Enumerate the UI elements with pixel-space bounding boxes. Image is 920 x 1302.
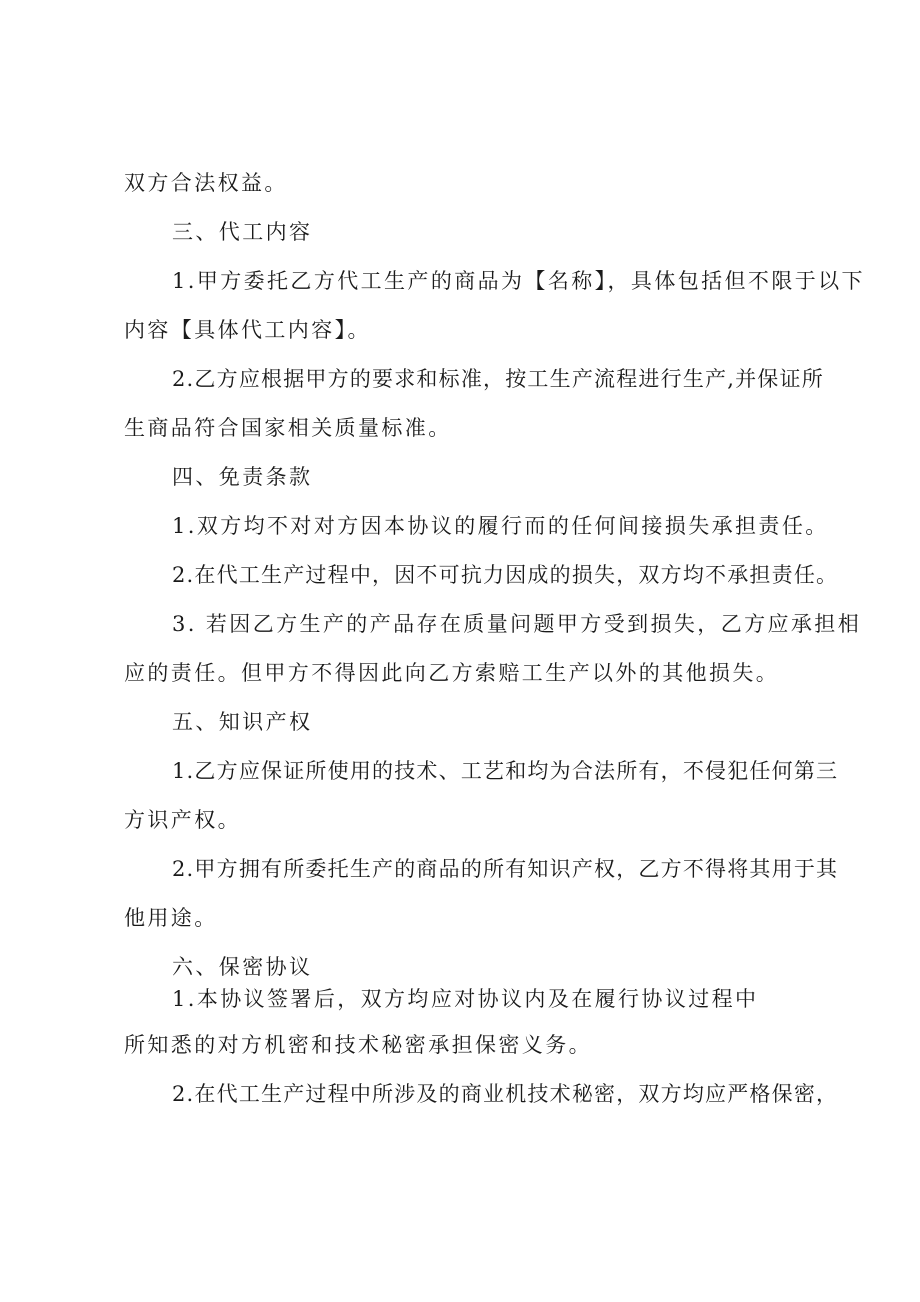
paragraph-line: 双方合法权益。 xyxy=(124,171,288,195)
paragraph-line: 所知悉的对方机密和技术秘密承担保密义务。 xyxy=(124,1033,592,1057)
paragraph-line: 生商品符合国家相关质量标准。 xyxy=(124,416,452,440)
paragraph-line: 2.在代工生产过程中，因不可抗力因成的损失，双方均不承担责任。 xyxy=(172,563,839,587)
section-heading: 四、免责条款 xyxy=(172,465,313,489)
section-heading: 六、保密协议 xyxy=(172,955,313,979)
paragraph-line: 2.乙方应根据甲方的要求和标准，按工生产流程进行生产,并保证所 xyxy=(172,367,824,391)
paragraph-line: 内容【具体代工内容】。 xyxy=(124,318,371,342)
paragraph-line: 2.在代工生产过程中所涉及的商业机技术秘密，双方均应严格保密， xyxy=(172,1082,839,1106)
paragraph-line: 1.双方均不对对方因本协议的履行而的任何间接损失承担责任。 xyxy=(172,514,829,538)
paragraph-line: 他用途。 xyxy=(124,906,218,930)
section-heading: 三、代工内容 xyxy=(172,220,313,244)
paragraph-line: 方识产权。 xyxy=(124,808,241,832)
paragraph-line: 应的责任。但甲方不得因此向乙方索赔工生产以外的其他损失。 xyxy=(124,661,780,685)
paragraph-line: 1.甲方委托乙方代工生产的商品为【名称】，具体包括但不限于以下 xyxy=(172,269,865,293)
paragraph-line: 1.乙方应保证所使用的技术、工艺和均为合法所有，不侵犯任何第三 xyxy=(172,759,839,783)
paragraph-line: 3. 若因乙方生产的产品存在质量问题甲方受到损失，乙方应承担相 xyxy=(172,612,862,636)
paragraph-line: 2.甲方拥有所委托生产的商品的所有知识产权，乙方不得将其用于其 xyxy=(172,857,839,881)
section-heading: 五、知识产权 xyxy=(172,710,313,734)
paragraph-line: 1.本协议签署后，双方均应对协议内及在履行协议过程中 xyxy=(172,987,759,1011)
